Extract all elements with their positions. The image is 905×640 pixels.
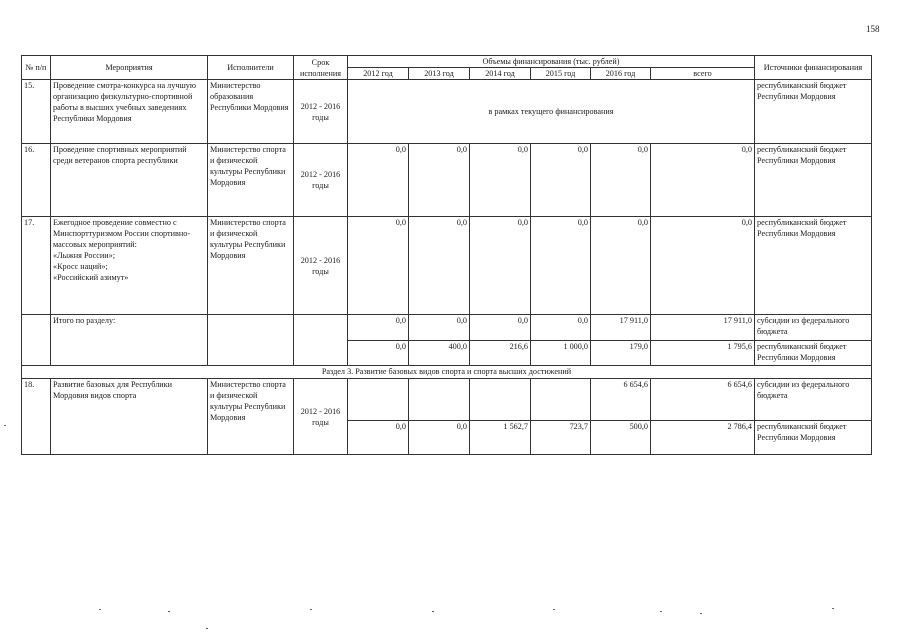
value-2013 (409, 379, 470, 421)
value-2012: 0,0 (348, 315, 409, 341)
event-cell (51, 217, 208, 315)
value-2012: 0,0 (348, 217, 409, 315)
total-row (22, 315, 872, 341)
term-cell: 2012 - 2016 годы (294, 217, 348, 315)
event-line: «Кросс наций»; (53, 262, 108, 271)
value-2013: 0,0 (409, 315, 470, 341)
term-cell: 2012 - 2016 годы (294, 379, 348, 455)
header-year-2016: 2016 год (591, 68, 651, 80)
event-cell: Развитие базовых для Республики Мордовия видов спорта (51, 379, 208, 455)
value-2013: 0,0 (409, 217, 470, 315)
value-2015: 0,0 (531, 144, 591, 217)
value-2013: 400,0 (409, 341, 470, 366)
value-2016: 0,0 (591, 217, 651, 315)
header-event: Мероприятия (51, 56, 208, 80)
header-year-2014: 2014 год (470, 68, 531, 80)
term-cell: 2012 - 2016 годы (294, 144, 348, 217)
event-cell: Проведение смотра-конкурса на лучшую организацию физкультурно-спортивной работы в высших учебных заведениях Республики Мордовия (51, 80, 208, 144)
executor-cell: Министерство образования Республики Мордовия (208, 80, 294, 144)
source-cell: республиканский бюджет Республики Мордовия (755, 421, 872, 455)
value-2015 (531, 379, 591, 421)
source-cell: субсидии из федерального бюджета (755, 315, 872, 341)
source-cell: республиканский бюджет Республики Мордовия (755, 80, 872, 144)
value-2016: 6 654,6 (591, 379, 651, 421)
total-label-cont (51, 341, 208, 366)
header-funding: Объемы финансирования (тыс. рублей) (348, 56, 755, 68)
section-row (22, 366, 872, 379)
source-cell: субсидии из федерального бюджета (755, 379, 872, 421)
scan-speck (168, 611, 170, 612)
header-term: Срок исполнения (294, 56, 348, 80)
value-2012 (348, 379, 409, 421)
value-2014 (470, 379, 531, 421)
value-2015: 723,7 (531, 421, 591, 455)
scan-speck (4, 425, 6, 426)
scan-speck (660, 611, 662, 612)
scan-speck (206, 628, 208, 629)
value-2012: 0,0 (348, 341, 409, 366)
header-total: всего (651, 68, 755, 80)
header-sources: Источники финансирования (755, 56, 872, 80)
event-line: «Лыжня России»; (53, 251, 116, 260)
table-row (22, 80, 872, 144)
value-total: 17 911,0 (651, 315, 755, 341)
value-2012: 0,0 (348, 421, 409, 455)
value-total: 0,0 (651, 144, 755, 217)
value-2016: 0,0 (591, 144, 651, 217)
row-number: 16. (22, 144, 51, 217)
source-cell: республиканский бюджет Республики Мордовия (755, 144, 872, 217)
executor-cell: Министерство спорта и физической культуры Республики Мордовия (208, 217, 294, 315)
total-term-cell (294, 341, 348, 366)
table-row (22, 144, 872, 217)
total-term-cell (294, 315, 348, 341)
value-total: 6 654,6 (651, 379, 755, 421)
table-row (22, 217, 872, 315)
value-2015: 0,0 (531, 217, 591, 315)
value-total: 2 786,4 (651, 421, 755, 455)
scan-speck (700, 613, 702, 614)
value-2013: 0,0 (409, 421, 470, 455)
row-number: 17. (22, 217, 51, 315)
event-line: Ежегодное проведение совместно с Минспорттуризмом России спортивно-массовых мероприятий: (53, 218, 191, 249)
event-cell: Проведение спортивных мероприятий среди ветеранов спорта республики (51, 144, 208, 217)
header-executors: Исполнители (208, 56, 294, 80)
page-number: 158 (866, 24, 880, 34)
executor-cell: Министерство спорта и физической культуры Республики Мордовия (208, 144, 294, 217)
header-year-2013: 2013 год (409, 68, 470, 80)
section-title: Раздел 3. Развитие базовых видов спорта и спорта высших достижений (22, 366, 872, 379)
row-number: 15. (22, 80, 51, 144)
value-2014: 0,0 (470, 315, 531, 341)
value-2014: 216,6 (470, 341, 531, 366)
value-2016: 179,0 (591, 341, 651, 366)
table-header-row (22, 56, 872, 68)
total-exec-cell (208, 341, 294, 366)
header-year-2015: 2015 год (531, 68, 591, 80)
total-row (22, 341, 872, 366)
term-cell: 2012 - 2016 годы (294, 80, 348, 144)
scan-speck (553, 609, 555, 610)
executor-cell: Министерство спорта и физической культуры Республики Мордовия (208, 379, 294, 455)
value-2014: 0,0 (470, 144, 531, 217)
funding-table (21, 55, 872, 455)
value-2014: 0,0 (470, 217, 531, 315)
total-num-cell (22, 315, 51, 341)
value-2016: 17 911,0 (591, 315, 651, 341)
table-row (22, 379, 872, 421)
row-number: 18. (22, 379, 51, 455)
value-2015: 0,0 (531, 315, 591, 341)
value-total: 0,0 (651, 217, 755, 315)
value-2012: 0,0 (348, 144, 409, 217)
scan-speck (99, 609, 101, 610)
funding-note: в рамках текущего финансирования (348, 80, 755, 144)
scan-speck (310, 609, 312, 610)
header-year-2012: 2012 год (348, 68, 409, 80)
value-2013: 0,0 (409, 144, 470, 217)
scan-speck (432, 611, 434, 612)
total-label: Итого по разделу: (51, 315, 208, 341)
event-line: «Российский азимут» (53, 273, 129, 282)
header-num: № п/п (22, 56, 51, 80)
value-2014: 1 562,7 (470, 421, 531, 455)
source-cell: республиканский бюджет Республики Мордовия (755, 217, 872, 315)
value-total: 1 795,6 (651, 341, 755, 366)
source-cell: республиканский бюджет Республики Мордовия (755, 341, 872, 366)
total-exec-cell (208, 315, 294, 341)
value-2015: 1 000,0 (531, 341, 591, 366)
total-num-cell (22, 341, 51, 366)
value-2016: 500,0 (591, 421, 651, 455)
scan-speck (832, 608, 834, 609)
